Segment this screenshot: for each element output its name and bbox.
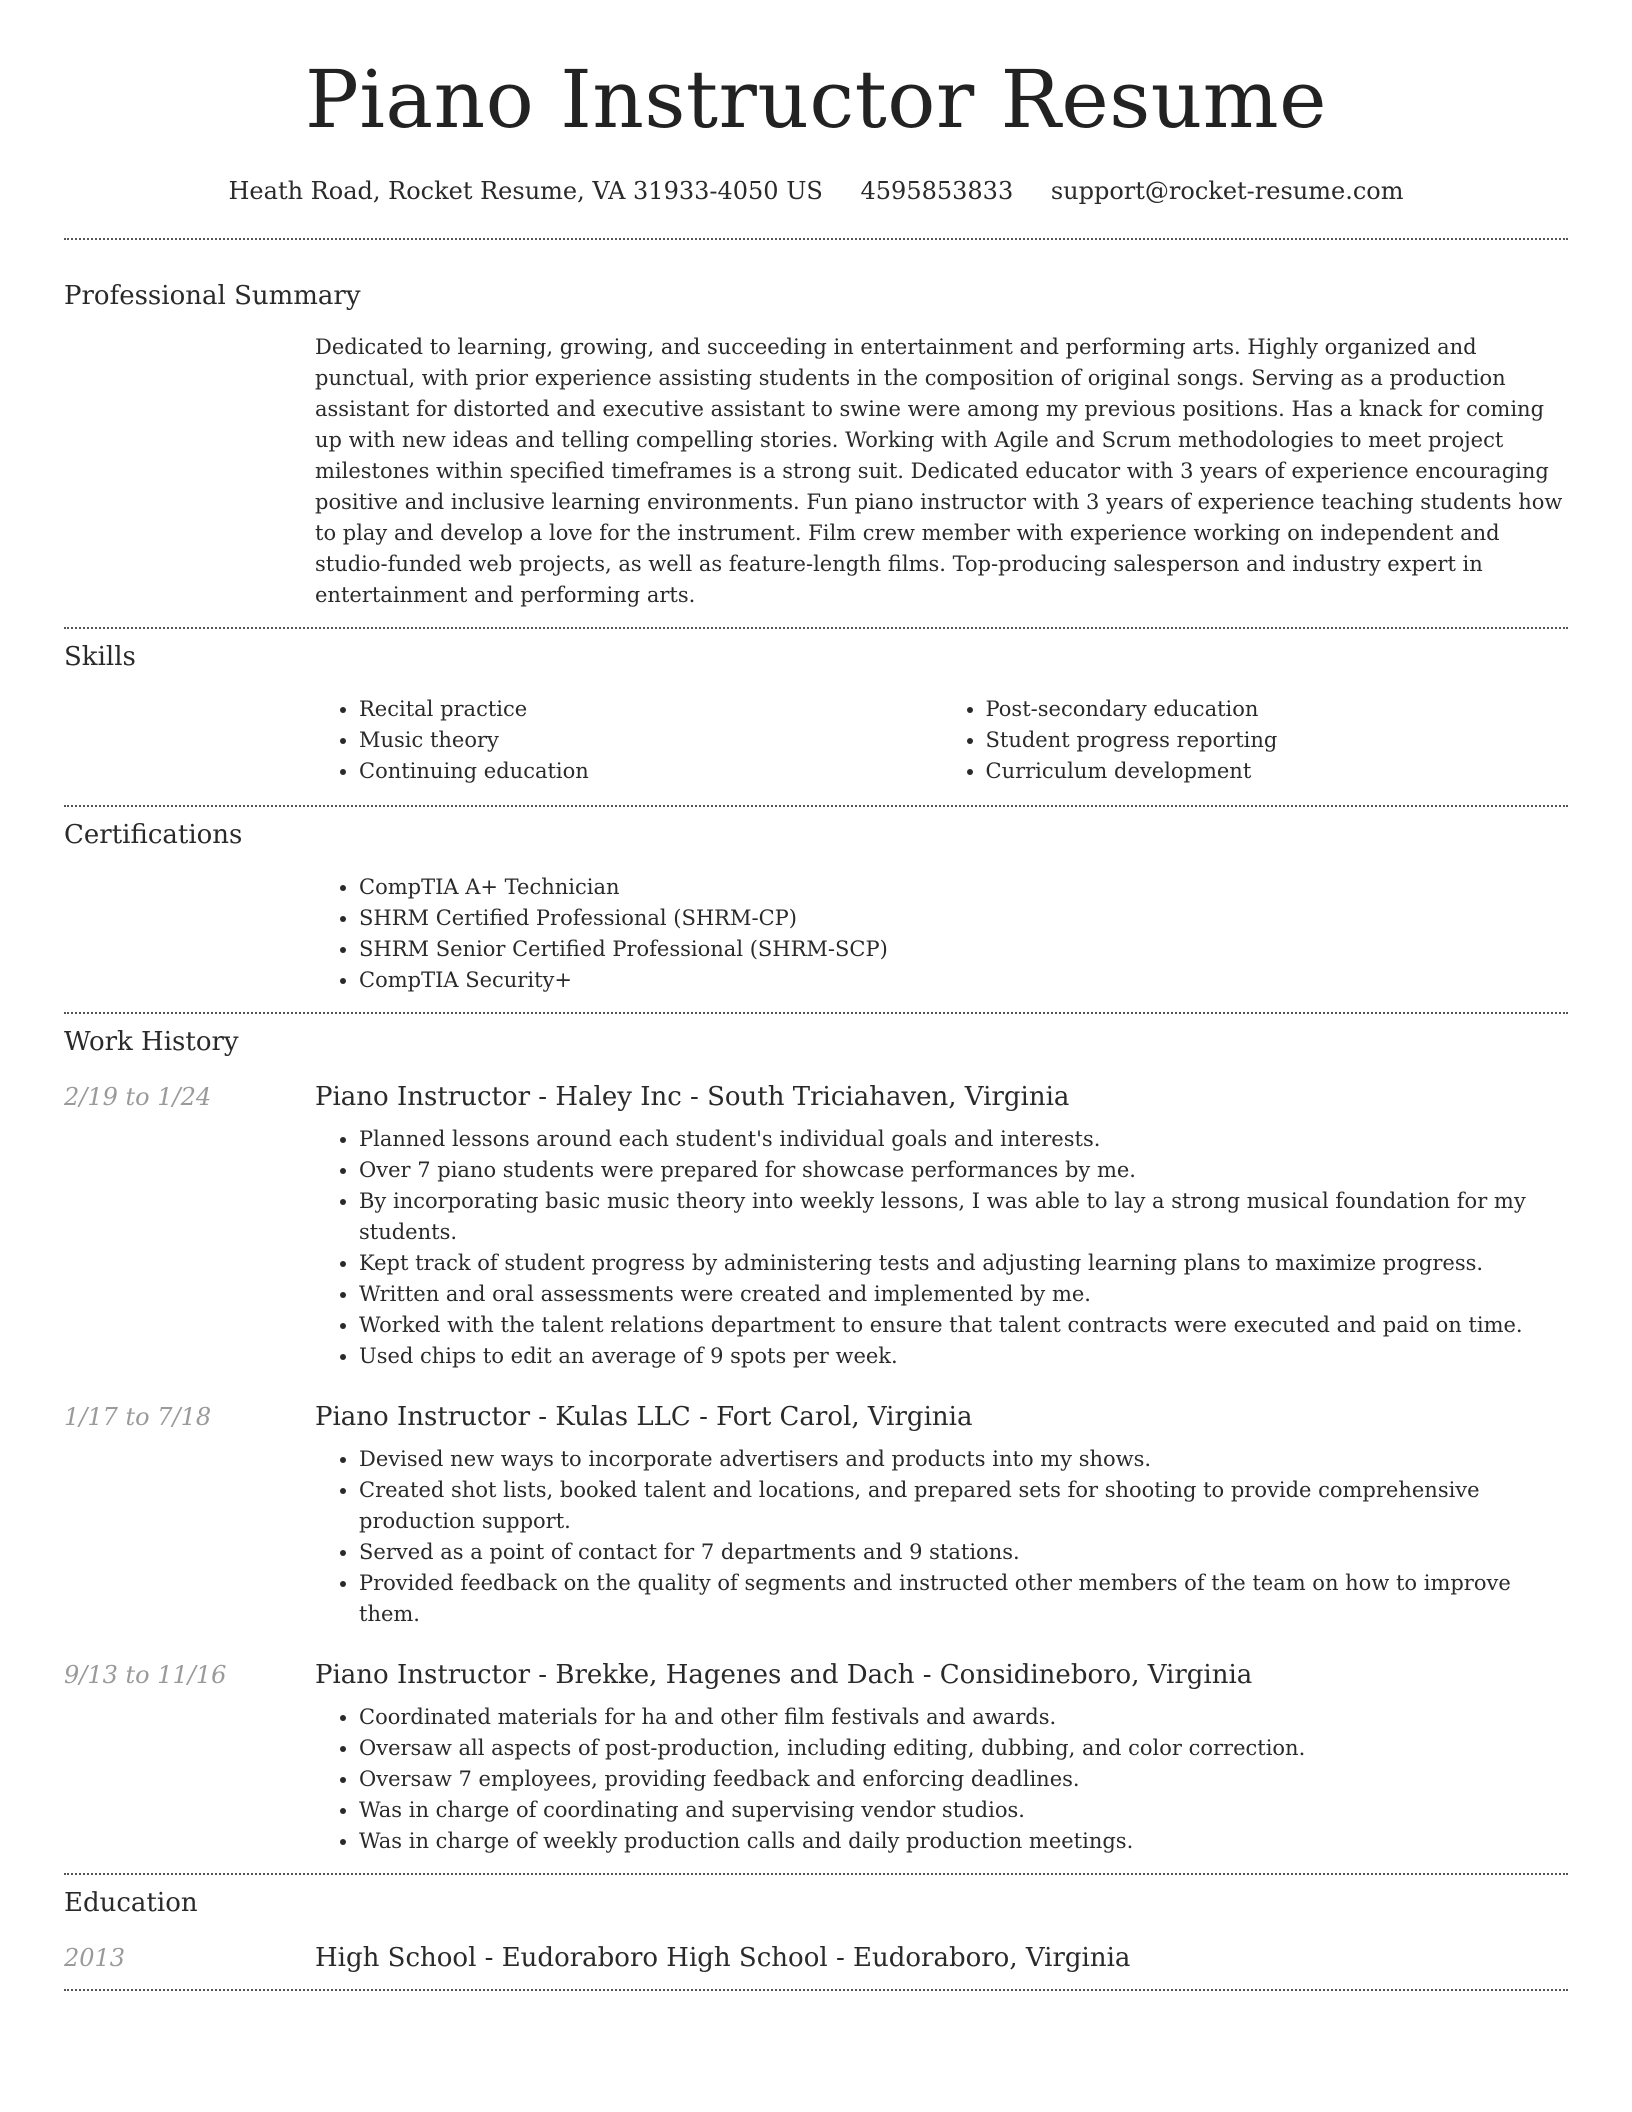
job-title: Piano Instructor - Brekke, Hagenes and Dach - Considineboro, Virginia: [315, 1660, 1253, 1690]
skill-item: • Student progress reporting: [986, 725, 1569, 756]
job-bullet: • Used chips to edit an average of 9 spots per week.: [359, 1341, 1568, 1372]
job-bullet: • Was in charge of weekly production calls and daily production meetings.: [359, 1826, 1568, 1857]
job-bullet: • Worked with the talent relations department to ensure that talent contracts were executed and paid on time.: [359, 1310, 1568, 1341]
job-dates: 2/19 to 1/24: [64, 1083, 212, 1111]
skills-section: [64, 641, 1568, 787]
skills-heading: Skills: [64, 642, 136, 672]
skill-item: • Curriculum development: [986, 756, 1569, 787]
section-divider: [64, 238, 1568, 240]
skill-item: • Recital practice: [359, 694, 942, 725]
section-divider: [64, 1873, 1568, 1875]
job-bullet: • By incorporating basic music theory into weekly lessons, I was able to lay a strong musical foundation for my students.: [359, 1186, 1568, 1248]
section-divider: [64, 627, 1568, 629]
certification-item: • CompTIA Security+: [359, 965, 1568, 996]
certifications-heading: Certifications: [64, 820, 243, 850]
education-heading: Education: [64, 1888, 198, 1918]
job-bullet: • Devised new ways to incorporate advertisers and products into my shows.: [359, 1444, 1568, 1475]
education-title: High School - Eudoraboro High School - Eudoraboro, Virginia: [315, 1943, 1131, 1973]
job-bullet: • Written and oral assessments were created and implemented by me.: [359, 1279, 1568, 1310]
job-bullet: • Planned lessons around each student's individual goals and interests.: [359, 1124, 1568, 1155]
job-bullets: [315, 1702, 1568, 1857]
contact-line: [64, 176, 1568, 206]
skills-list-right: [942, 694, 1569, 787]
skill-item: • Post-secondary education: [986, 694, 1569, 725]
education-section: [64, 1887, 1568, 1973]
certification-item: • SHRM Certified Professional (SHRM-CP): [359, 903, 1568, 934]
certification-item: • SHRM Senior Certified Professional (SHRM-SCP): [359, 934, 1568, 965]
job-bullet: • Was in charge of coordinating and supervising vendor studios.: [359, 1795, 1568, 1826]
job-title: Piano Instructor - Kulas LLC - Fort Carol, Virginia: [315, 1402, 973, 1432]
job-bullet: • Served as a point of contact for 7 departments and 9 stations.: [359, 1537, 1568, 1568]
certifications-list: [315, 872, 1568, 996]
skill-item: • Continuing education: [359, 756, 942, 787]
job-entry: [64, 1402, 1568, 1630]
section-divider: [64, 805, 1568, 807]
education-year: 2013: [64, 1944, 126, 1972]
section-divider: [64, 1012, 1568, 1014]
job-dates: 1/17 to 7/18: [64, 1403, 212, 1431]
work-history-heading: Work History: [64, 1027, 239, 1057]
contact-email: support@rocket-resume.com: [1050, 177, 1404, 205]
job-bullet: • Oversaw 7 employees, providing feedback and enforcing deadlines.: [359, 1764, 1568, 1795]
skill-item: • Music theory: [359, 725, 942, 756]
job-bullet: • Kept track of student progress by administering tests and adjusting learning plans to maximize progress.: [359, 1248, 1568, 1279]
summary-heading: Professional Summary: [64, 281, 361, 311]
work-history-section: [64, 1026, 1568, 1857]
job-bullets: [315, 1124, 1568, 1372]
job-entry: [64, 1082, 1568, 1372]
job-bullet: • Oversaw all aspects of post-production, including editing, dubbing, and color correction.: [359, 1733, 1568, 1764]
job-title: Piano Instructor - Haley Inc - South Triciahaven, Virginia: [315, 1082, 1070, 1112]
job-entry: [64, 1660, 1568, 1857]
summary-section: [64, 280, 1568, 611]
certifications-section: [64, 819, 1568, 996]
page-title: Piano Instructor Resume: [305, 53, 1327, 146]
certification-item: • CompTIA A+ Technician: [359, 872, 1568, 903]
job-bullet: • Provided feedback on the quality of segments and instructed other members of the team on how to improve them.: [359, 1568, 1568, 1630]
summary-text: Dedicated to learning, growing, and succeeding in entertainment and performing arts. Highly organized and punctual, with prior experience assisting students in the composition of original songs. Serving as a production assistant for distorted and executive assistant to swine were among my previous positions. Has a knack for coming up with new ideas and telling compelling stories. Working with Agile and Scrum methodologies to meet project milestones within specified timeframes is a strong suit. Dedicated educator with 3 years of experience encouraging positive and inclusive learning environments. Fun piano instructor with 3 years of experience teaching students how to play and develop a love for the instrument. Film crew member with experience working on independent and studio-funded web projects, as well as feature-length films. Top-producing salesperson and industry expert in entertainment and performing arts.: [315, 335, 1563, 607]
job-bullet: • Coordinated materials for ha and other film festivals and awards.: [359, 1702, 1568, 1733]
skills-list-left: [315, 694, 942, 787]
contact-phone: 4595853833: [860, 177, 1014, 205]
job-bullets: [315, 1444, 1568, 1630]
job-dates: 9/13 to 11/16: [64, 1661, 227, 1689]
contact-address: Heath Road, Rocket Resume, VA 31933-4050 US: [228, 177, 823, 205]
section-divider: [64, 1989, 1568, 1991]
education-entry: [64, 1943, 1568, 1973]
job-bullet: • Created shot lists, booked talent and locations, and prepared sets for shooting to provide comprehensive production support.: [359, 1475, 1568, 1537]
job-bullet: • Over 7 piano students were prepared for showcase performances by me.: [359, 1155, 1568, 1186]
